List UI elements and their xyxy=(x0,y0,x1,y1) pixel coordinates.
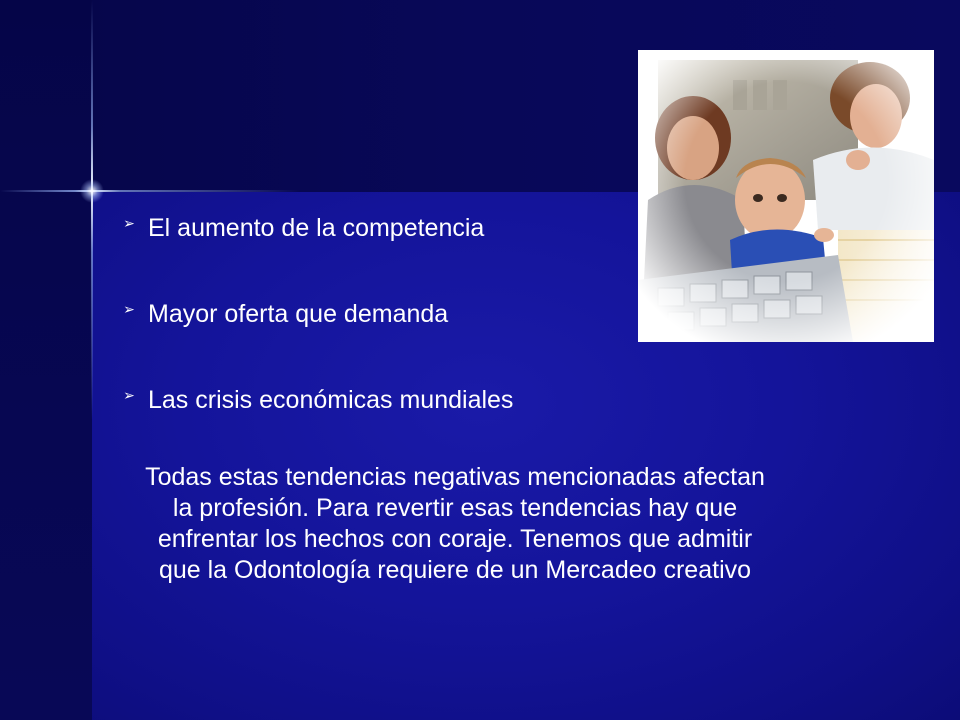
arrow-bullet-icon: ➢ xyxy=(123,388,135,404)
bullet-text: Mayor oferta que demanda xyxy=(148,300,449,328)
list-item xyxy=(110,378,630,464)
photo-women-child-keyboard-icon xyxy=(638,50,934,342)
summary-paragraph: Todas estas tendencias negativas mencionadas afectan la profesión. Para revertir esas tendencias hay que enfrentar los hechos con coraje. Tenemos que admitir que la Odontología requiere de un Mercadeo creativo xyxy=(145,463,765,584)
left-band xyxy=(0,0,92,720)
arrow-bullet-icon: ➢ xyxy=(123,216,135,232)
list-item xyxy=(110,292,630,378)
bullet-text: Las crisis económicas mundiales xyxy=(148,386,514,414)
light-flare-horizontal xyxy=(0,190,300,192)
bullet-list xyxy=(110,206,630,464)
bullet-text: El aumento de la competencia xyxy=(148,214,485,242)
photo-illustration xyxy=(638,50,934,342)
list-item xyxy=(110,206,630,292)
arrow-bullet-icon: ➢ xyxy=(123,302,135,318)
light-flare-vertical xyxy=(91,0,93,420)
light-flare-glow xyxy=(80,179,104,203)
